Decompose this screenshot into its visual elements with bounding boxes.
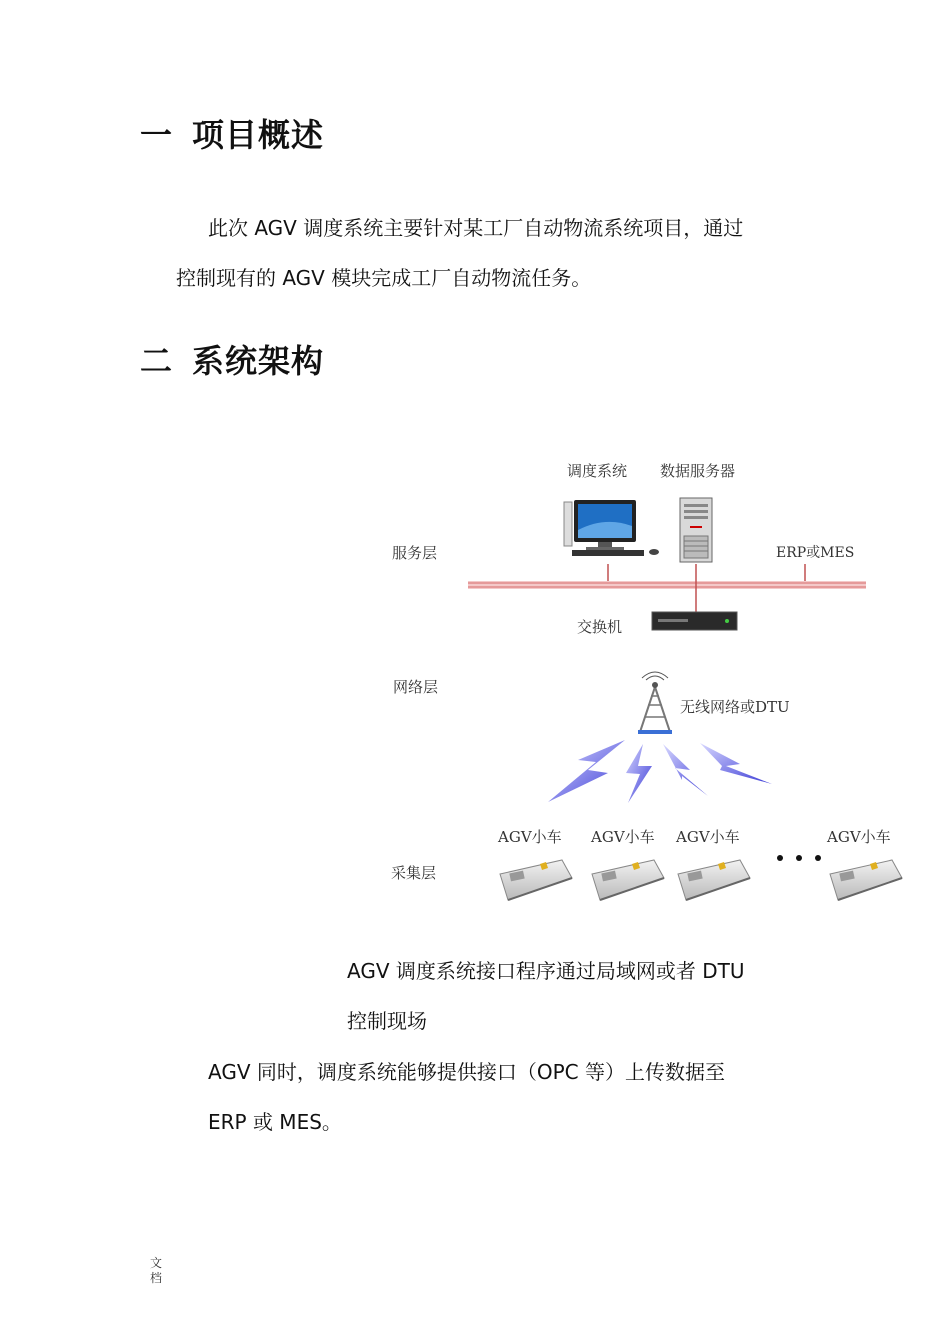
section-number: 一	[140, 116, 174, 154]
label-collection-layer: 采集层	[391, 864, 437, 882]
diagram-graphics	[360, 440, 920, 930]
label-agv-1: AGV小车	[498, 828, 562, 846]
ellipsis-dots	[777, 855, 821, 861]
section-heading-overview	[140, 110, 324, 156]
wireless-tower-icon	[638, 672, 672, 734]
label-wireless-dtu: 无线网络或DTU	[680, 698, 790, 716]
label-network-layer: 网络层	[393, 678, 439, 696]
label-switch: 交换机	[577, 618, 623, 636]
paragraph-line: 控制现有的 AGV 模块完成工厂自动物流任务。	[176, 266, 592, 290]
system-architecture-diagram	[360, 440, 920, 930]
label-data-server: 数据服务器	[660, 462, 736, 480]
agv-vehicle-icon	[678, 860, 750, 900]
label-agv-4: AGV小车	[827, 828, 891, 846]
label-erp-mes: ERP或MES	[776, 545, 855, 561]
paragraph-line: AGV 调度系统接口程序通过局域网或者 DTU	[347, 959, 745, 983]
label-dispatch-system: 调度系统	[567, 462, 628, 480]
label-agv-2: AGV小车	[591, 828, 655, 846]
computer-icon	[564, 500, 659, 556]
section-title: 项目概述	[192, 116, 325, 154]
paragraph-line: AGV 同时，调度系统能够提供接口（OPC 等）上传数据至	[208, 1060, 725, 1084]
paragraph-line: 控制现场	[347, 1009, 427, 1033]
footer-text: 文档	[150, 1256, 163, 1285]
wireless-signal-icons	[548, 740, 772, 803]
section-title: 系统架构	[192, 342, 325, 380]
paragraph-line: ERP 或 MES。	[208, 1110, 342, 1134]
agv-vehicle-icon	[592, 860, 664, 900]
label-agv-3: AGV小车	[676, 828, 740, 846]
agv-vehicle-icon	[500, 860, 572, 900]
paragraph-line: 此次 AGV 调度系统主要针对某工厂自动物流系统项目，通过	[208, 216, 744, 240]
switch-icon	[652, 612, 737, 630]
agv-vehicle-icon	[830, 860, 902, 900]
section-number: 二	[140, 342, 174, 380]
server-icon	[680, 498, 712, 562]
section-heading-architecture	[140, 336, 324, 382]
label-service-layer: 服务层	[392, 544, 438, 562]
